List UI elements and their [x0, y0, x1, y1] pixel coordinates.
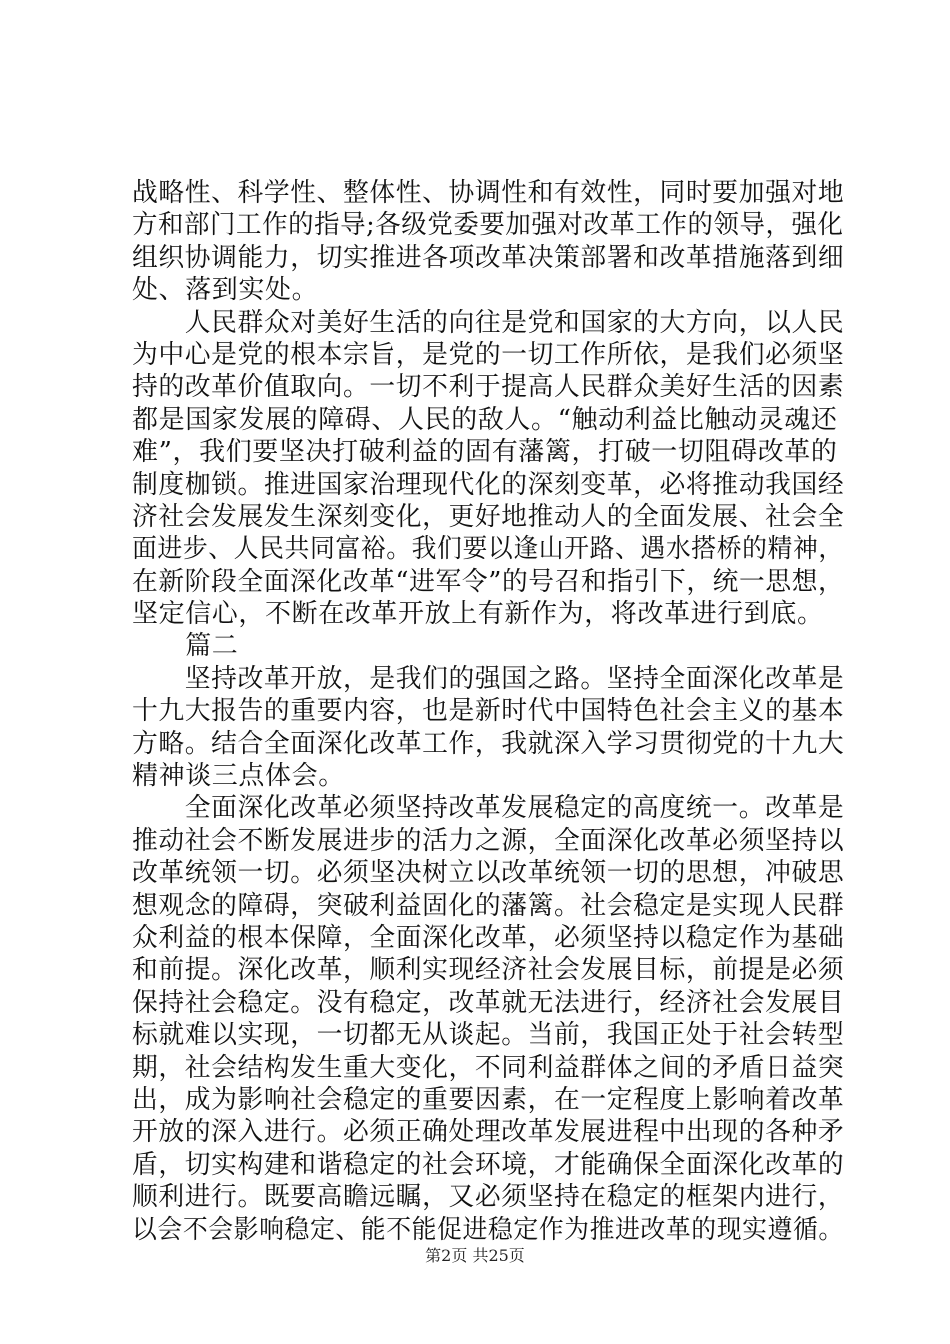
text-line: 众利益的根本保障，全面深化改革，必须坚持以稳定作为基础 [132, 922, 845, 953]
text-line: 面进步、人民共同富裕。我们要以逢山开路、遇水搭桥的精神， [132, 534, 844, 565]
text-line: 精神谈三点体会。 [132, 761, 345, 792]
text-line: 方略。结合全面深化改革工作，我就深入学习贯彻党的十九大 [132, 728, 845, 759]
text-line: 方和部门工作的指导;各级党委要加强对改革工作的领导，强化 [132, 210, 844, 241]
text-line: 坚持改革开放，是我们的强国之路。坚持全面深化改革是 [132, 663, 845, 694]
text-line: 推动社会不断发展进步的活力之源，全面深化改革必须坚持以 [132, 825, 845, 856]
text-line: 难”，我们要坚决打破利益的固有藩篱，打破一切阻碍改革的 [132, 437, 838, 468]
text-line: 组织协调能力，切实推进各项改革决策部署和改革措施落到细 [132, 242, 845, 273]
text-line: 持的改革价值取向。一切不利于提高人民群众美好生活的因素 [132, 372, 845, 403]
text-line: 盾，切实构建和谐稳定的社会环境，才能确保全面深化改革的 [132, 1149, 845, 1180]
text-line: 和前提。深化改革，顺利实现经济社会发展目标，前提是必须 [132, 955, 845, 986]
text-line: 期，社会结构发生重大变化，不同利益群体之间的矛盾日益突 [132, 1052, 845, 1083]
text-line: 标就难以实现，一切都无从谈起。当前，我国正处于社会转型 [132, 1020, 845, 1051]
text-line: 想观念的障碍，突破利益固化的藩篱。社会稳定是实现人民群 [132, 890, 845, 921]
text-line: 都是国家发展的障碍、人民的敌人。“触动利益比触动灵魂还 [132, 404, 838, 435]
text-line: 处、落到实处。 [132, 275, 319, 306]
page-footer: 第2页 共25页 [425, 1246, 525, 1265]
text-line: 顺利进行。既要高瞻远瞩，又必须坚持在稳定的框架内进行， [132, 1182, 845, 1213]
text-line: 出，成为影响社会稳定的重要因素，在一定程度上影响着改革 [132, 1084, 845, 1115]
text-line: 制度枷锁。推进国家治理现代化的深刻变革，必将推动我国经 [132, 469, 845, 500]
text-line: 战略性、科学性、整体性、协调性和有效性，同时要加强对地 [132, 178, 845, 208]
text-line: 以会不会影响稳定、能不能促进稳定作为推进改革的现实遵循。 [132, 1214, 844, 1245]
text-line: 为中心是党的根本宗旨，是党的一切工作所依，是我们必须坚 [132, 339, 845, 370]
text-line: 保持社会稳定。没有稳定，改革就无法进行，经济社会发展目 [132, 987, 845, 1018]
text-line: 在新阶段全面深化改革“进军令”的号召和指引下，统一思想， [132, 566, 845, 597]
text-line: 十九大报告的重要内容，也是新时代中国特色社会主义的基本 [132, 696, 845, 727]
text-line: 全面深化改革必须坚持改革发展稳定的高度统一。改革是 [132, 793, 845, 824]
text-line: 改革统领一切。必须坚决树立以改革统领一切的思想，冲破思 [132, 858, 845, 889]
text-line: 篇二 [132, 631, 239, 662]
body-text [132, 177, 844, 1246]
text-line: 坚定信心，不断在改革开放上有新作为，将改革进行到底。 [132, 599, 824, 630]
text-line: 济社会发展发生深刻变化，更好地推动人的全面发展、社会全 [132, 501, 845, 532]
text-line: 开放的深入进行。必须正确处理改革发展进程中出现的各种矛 [132, 1117, 845, 1148]
text-line: 人民群众对美好生活的向往是党和国家的大方向，以人民 [132, 307, 845, 338]
